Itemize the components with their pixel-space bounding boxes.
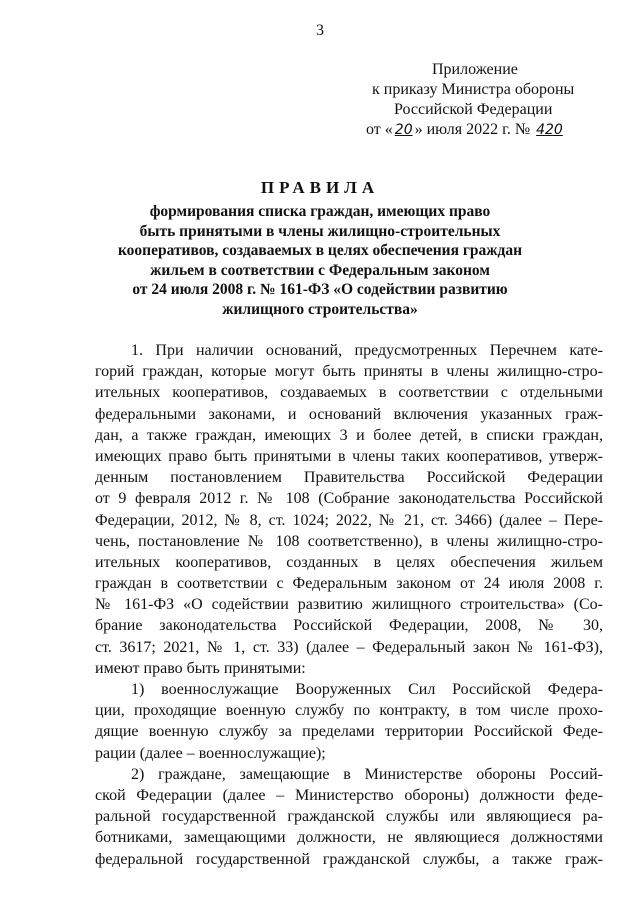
appendix-date-line <box>366 120 606 140</box>
document-subtitle <box>100 202 540 319</box>
appendix-block <box>366 60 606 140</box>
body-line: горий граждан, которые могут быть приняты в члены жилищно-стро- <box>95 363 603 381</box>
subtitle-line: жилищного строительства» <box>222 300 418 318</box>
appendix-country: Российской Федерации <box>394 101 553 118</box>
body-line: имеют право быть принятыми: <box>95 659 306 677</box>
appendix-heading: Приложение <box>432 61 518 78</box>
appendix-order-ref: к приказу Министра обороны <box>372 81 575 98</box>
body-line: граждан в соответствии с Федеральным законом от 24 июля 2008 г. <box>95 575 603 593</box>
body-line: ральной государственной гражданской службы или являющиеся ра- <box>95 808 603 826</box>
subtitle-line: кооперативов, создаваемых в целях обеспечения граждан <box>117 242 523 259</box>
body-line: 1) военнослужащие Вооруженных Сил Российской Федера- <box>131 681 603 698</box>
body-line: 1. При наличии оснований, предусмотренных Перечнем кате- <box>131 342 603 359</box>
date-prefix: от « <box>366 121 393 138</box>
body-line: ст. 3617; 2021, № 1, ст. 33) (далее – Федеральный закон № 161-ФЗ), <box>95 638 603 656</box>
body-line: ской Федерации (далее – Министерство обороны) должности феде- <box>95 786 603 804</box>
body-line: брание законодательства Российской Федерации, 2008, № 30, <box>95 617 603 635</box>
body-line: рации (далее – военнослужащие); <box>95 744 326 762</box>
body-line: имеющих право быть принятыми в члены таких кооперативов, утверж- <box>95 447 603 465</box>
order-number-handwritten: 420 <box>536 122 563 138</box>
document-body <box>95 340 603 870</box>
subtitle-line: быть принятыми в члены жилищно-строительных <box>139 222 501 240</box>
subtitle-line: жильем в соответствии с Федеральным законом <box>150 261 490 279</box>
page-number: 3 <box>316 22 324 39</box>
body-line: ительных кооперативов, созданных в целях обеспечения жильем <box>95 553 603 571</box>
subtitle-line: формирования списка граждан, имеющих право <box>149 203 491 220</box>
body-line: ции, проходящие военную службу по контракту, в том числе прохо- <box>95 702 603 720</box>
body-line: федеральными законами, и оснований включения указанных граж- <box>95 405 603 423</box>
subtitle-line: от 24 июля 2008 г. № 161-ФЗ «О содействии развитию <box>132 281 508 298</box>
date-day-handwritten: 20 <box>394 122 413 138</box>
body-line: дан, а также граждан, имеющих 3 и более детей, в списки граждан, <box>95 426 603 444</box>
body-line: № 161-ФЗ «О содействии развитию жилищного строительства» (Со- <box>95 596 603 614</box>
date-middle: » июля 2022 г. № <box>414 121 531 138</box>
body-line: Федерации, 2012, № 8, ст. 1024; 2022, № 21, ст. 3466) (далее – Пере- <box>95 511 603 529</box>
body-line: 2) граждане, замещающие в Министерстве обороны Россий- <box>131 765 603 783</box>
body-line: ботниками, замещающими должности, не являющиеся должностями <box>95 829 603 847</box>
body-line: ительных кооперативов, создаваемых в соответствии с отдельными <box>95 384 603 402</box>
body-line: от 9 февраля 2012 г. № 108 (Собрание законодательства Российской <box>95 490 603 508</box>
body-line: денным постановлением Правительства Российской Федерации <box>95 469 603 487</box>
body-line: федеральной государственной гражданской службы, а также граж- <box>95 850 603 868</box>
body-line: чень, постановление № 108 соответственно), в члены жилищно-стро- <box>95 532 603 550</box>
body-line: дящие военную службу за пределами территории Российской Феде- <box>95 723 603 741</box>
document-title: ПРАВИЛА <box>260 178 380 197</box>
